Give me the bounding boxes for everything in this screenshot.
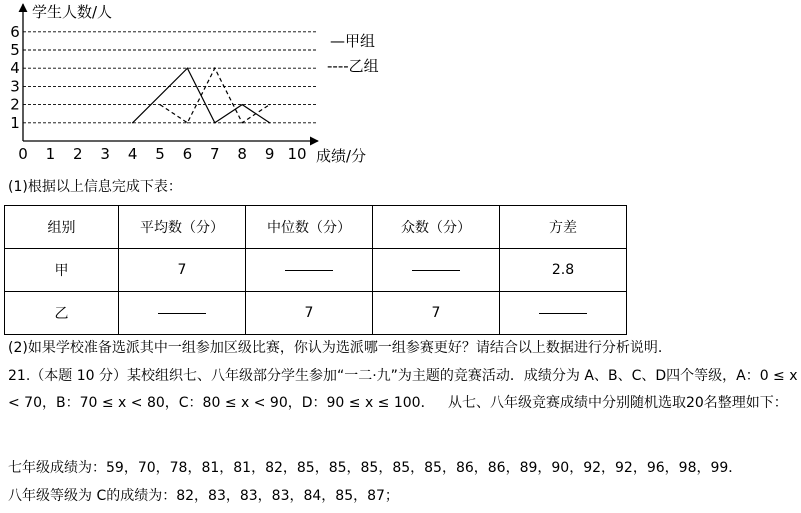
cell-mean: 7 <box>119 249 246 292</box>
sample-note: 从七、八年级竞赛成绩中分别随机选取20名整理如下： <box>447 395 788 411</box>
cell-group: 乙 <box>5 292 119 335</box>
data-point-jia <box>132 122 133 123</box>
score-table <box>4 205 627 335</box>
data-point-yi <box>214 68 215 69</box>
problem-21-intro: 21.（本题 10 分）某校组织七、八年级部分学生参加“一二·九”为主题的竞赛活动．成绩分为 A、B、C、D四个等级， <box>8 368 737 384</box>
y-axis-label: 学生人数/人 <box>32 3 113 21</box>
gridlines <box>23 32 316 123</box>
x-tick-label: 8 <box>237 145 247 163</box>
x-tick-label: 0 <box>18 145 28 163</box>
question-2: (2)如果学校准备选派其中一组参加区级比赛，你认为选派哪一组参赛更好？请结合以上数据进行分析说明. <box>8 340 663 356</box>
x-tick-label: 7 <box>210 145 220 163</box>
answer-blank <box>539 312 587 314</box>
cell-mean-blank <box>119 292 246 335</box>
legend-dashed: ----乙组 <box>327 57 379 75</box>
data-point-yi <box>159 104 160 105</box>
x-tick-label: 4 <box>127 145 138 163</box>
cell-group: 甲 <box>5 249 119 292</box>
problem-21-text <box>8 363 798 417</box>
answer-blank <box>412 269 460 271</box>
cell-median: 7 <box>246 292 373 335</box>
data-point-jia <box>242 104 243 105</box>
header-variance: 方差 <box>500 206 627 249</box>
header-group: 组别 <box>5 206 119 249</box>
x-axis-label: 成绩/分 <box>316 147 367 165</box>
data-point-jia <box>269 122 270 123</box>
header-mode: 众数（分） <box>373 206 500 249</box>
header-mean: 平均数（分） <box>119 206 246 249</box>
table-row-yi <box>5 292 627 335</box>
cell-mode: 7 <box>373 292 500 335</box>
cell-variance-blank <box>500 292 627 335</box>
data-point-yi <box>269 104 270 105</box>
x-tick-label: 5 <box>155 145 165 163</box>
y-tick-label: 1 <box>10 113 20 132</box>
y-tick-label: 6 <box>10 22 20 41</box>
data-point-jia <box>187 68 188 69</box>
grade7-scores: 七年级成绩为：59，70，78，81，81，82，85，85，85，85，85，86，86，89，90，92，92，96，98，99． <box>8 460 743 476</box>
series-line-yi <box>160 68 270 123</box>
answer-blank <box>285 269 333 271</box>
cell-median-blank <box>246 249 373 292</box>
data-point-yi <box>187 122 188 123</box>
data-point-yi <box>242 122 243 123</box>
line-chart <box>0 0 801 176</box>
data-point-jia <box>214 122 215 123</box>
table-row-jia <box>5 249 627 292</box>
table-header-row <box>5 206 627 249</box>
x-tick-label: 1 <box>45 145 56 163</box>
x-tick-label: 10 <box>287 145 307 163</box>
cell-mode-blank <box>373 249 500 292</box>
cell-variance: 2.8 <box>500 249 627 292</box>
header-median: 中位数（分） <box>246 206 373 249</box>
grade-ranges: A：0 ≤ x < 70，B：70 ≤ x < 80，C：80 ≤ x < 90，D：90 ≤ x ≤ 100． <box>8 368 798 411</box>
grade8-c-scores: 八年级等级为 C的成绩为：82，83，83，83，84，85，87； <box>8 488 399 504</box>
y-tick-label: 3 <box>10 77 20 96</box>
y-tick-label: 2 <box>10 95 20 114</box>
legend-solid: —甲组 <box>330 32 376 50</box>
y-tick-label: 5 <box>10 41 20 59</box>
x-tick-label: 2 <box>73 145 83 163</box>
y-tick-label: 4 <box>10 59 20 78</box>
question-1: (1)根据以上信息完成下表： <box>8 179 182 195</box>
x-tick-label: 9 <box>264 145 275 163</box>
x-tick-label: 3 <box>100 145 110 163</box>
x-tick-label: 6 <box>182 145 193 163</box>
answer-blank <box>158 312 206 314</box>
